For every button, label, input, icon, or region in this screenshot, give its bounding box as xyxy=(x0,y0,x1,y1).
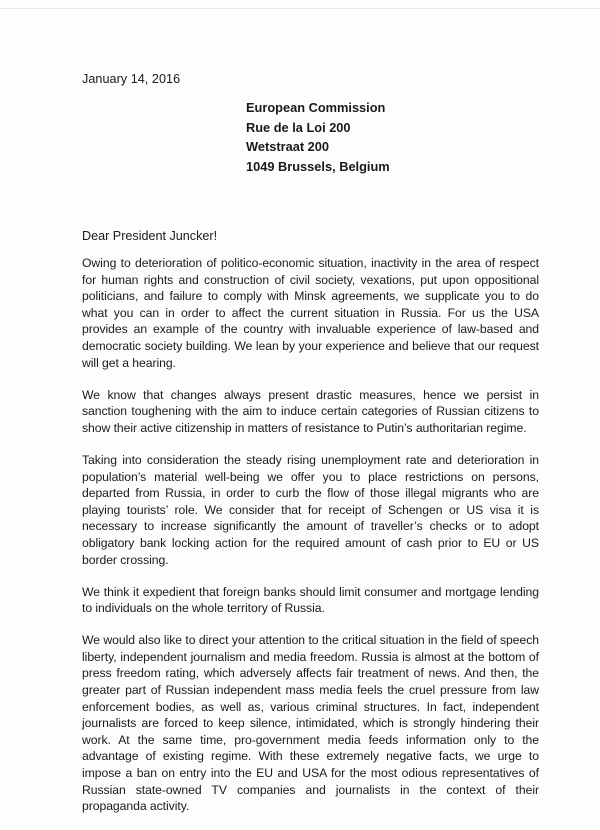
salutation: Dear President Juncker! xyxy=(82,229,218,243)
letter-body xyxy=(82,255,539,830)
address-line: Wetstraat 200 xyxy=(246,139,329,154)
recipient-address xyxy=(0,98,600,176)
address-line: European Commission xyxy=(246,100,386,115)
address-line: Rue de la Loi 200 xyxy=(246,119,351,135)
body-paragraph: We know that changes always present drastic measures, hence we persist in sanction toughening with the aim to induce certain categories of Russian citizens to show their active citizenship in matters of resistance to Putin’s authoritarian regime. xyxy=(82,387,539,435)
letter-date: January 14, 2016 xyxy=(82,72,181,86)
body-paragraph: Taking into consideration the steady rising unemployment rate and deterioration in population’s material well-being we offer you to place restrictions on persons, departed from Russia, in order to curb the flow of those illegal migrants who are playing tourists’ role. We consider that for receipt of Schengen or US visa it is necessary to increase significantly the amount of traveller’s checks or to adopt obligatory bank locking action for the required amount of cash prior to EU or US border crossing. xyxy=(82,452,539,567)
body-paragraph: We think it expedient that foreign banks should limit consumer and mortgage lending to individuals on the whole territory of Russia. xyxy=(82,584,539,616)
body-paragraph: Owing to deterioration of politico-economic situation, inactivity in the area of respect for human rights and construction of civil society, vexations, put upon oppositional politicians, and failure to comply with Minsk agreements, we supplicate you to do what you can in order to affect the current situation in Russia. For us the USA provides an example of the country with invaluable experience of law-based and democratic society building. We lean by your experience and believe that our request will get a hearing. xyxy=(82,256,539,370)
scan-edge-line xyxy=(0,8,600,9)
body-paragraph: We would also like to direct your attention to the critical situation in the field of speech liberty, independent journalism and media freedom. Russia is almost at the bottom of press freedom rating, which adversely affects fair treatment of news. And then, the greater part of Russian independent mass media feels the cruel pressure from law enforcement bodies, as well as, various criminal structures. In fact, independent journalists are forced to keep silence, intimidated, which is strongly hindering their work. At the same time, pro-government media feeds information only to the advantage of existing regime. With these extremely negative facts, we urge to impose a ban on entry into the EU and USA for the most odious representatives of Russian state-owned TV companies and journalists in the context of their propaganda activity. xyxy=(82,633,539,814)
address-line: 1049 Brussels, Belgium xyxy=(246,158,390,174)
